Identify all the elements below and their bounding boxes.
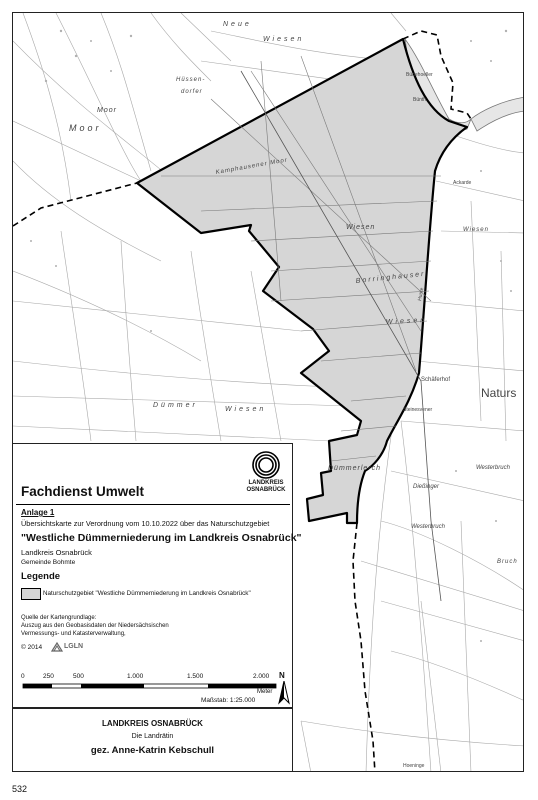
scale-tick-250: 250	[43, 673, 54, 680]
north-arrow	[277, 671, 291, 705]
map-label: Wiesen	[263, 36, 305, 43]
map-label: Schäferhof	[421, 377, 451, 383]
map-label: Ackarde	[453, 180, 472, 186]
map-label: Bruch	[497, 559, 518, 565]
map-label: Naturs	[481, 386, 517, 400]
north-arrow-icon	[277, 681, 291, 705]
map-label: Hüssen-	[176, 77, 206, 83]
lgln-text: LGLN	[64, 643, 84, 650]
map-label: Wiesen	[225, 406, 267, 413]
map-label: Westerbruch	[476, 465, 510, 471]
source-line1: Auszug aus den Geobasisdaten der Niedersächsischen	[21, 623, 169, 629]
map-label: Bünth	[413, 97, 427, 103]
map-label: Neue	[223, 21, 252, 28]
map-label: Moor	[69, 123, 102, 133]
overview-text: Übersichtskarte zur Verordnung vom 10.10.2022 über das Naturschutzgebiet	[21, 519, 270, 528]
annex-label: Anlage 1	[21, 508, 55, 517]
scale-bar-graphic	[13, 444, 294, 709]
map-label: Westerbruch	[411, 524, 445, 530]
signature-name: gez. Anne-Katrin Kebschull	[90, 745, 215, 756]
scale-tick-500: 500	[73, 673, 84, 680]
map-label: Hunte	[417, 287, 426, 302]
map-label: Wiesen	[346, 224, 376, 231]
scale-tick-1500: 1.500	[187, 673, 204, 680]
scale-text: Maßstab: 1:25.000	[201, 697, 256, 704]
map-label: Hoeninge	[403, 763, 425, 769]
scale-tick-1000: 1.000	[127, 673, 144, 680]
signature-box	[12, 708, 293, 772]
logo-line1: LANDKREIS	[248, 480, 284, 486]
map-label: Dümmerlerch	[328, 465, 382, 472]
map-label: Wiesen	[463, 227, 489, 233]
north-label: N	[279, 671, 285, 680]
map-label: Wiesen	[385, 316, 428, 326]
municipality-name: Gemeinde Bohmte	[21, 559, 76, 566]
source-line2: Vermessungs- und Katasterverwaltung,	[21, 631, 126, 637]
info-box	[12, 443, 302, 708]
scale-tick-0: 0	[21, 673, 25, 680]
copyright-text: © 2014	[21, 644, 43, 651]
legend-title: Legende	[21, 571, 61, 582]
map-label: Dießinger	[413, 484, 440, 490]
scale-unit: Meter	[257, 689, 273, 695]
map-label: Bünehoeller	[406, 72, 433, 78]
scale-tick-2000: 2.000	[253, 673, 270, 680]
logo-line2: OSNABRÜCK	[246, 487, 286, 493]
map-label: Moor	[97, 107, 117, 114]
page-number: 532	[12, 784, 28, 794]
map-label: dorfer	[181, 89, 203, 95]
map-label: Steinesvener	[403, 407, 433, 413]
map-label: Dümmer	[153, 402, 198, 409]
area-name: "Westliche Dümmerniederung im Landkreis Osnabrück"	[21, 532, 302, 544]
signature-role: Die Landrätin	[131, 733, 174, 740]
legend-item-label: Naturschutzgebiet "Westliche Dümmerniederung im Landkreis Osnabrück"	[43, 590, 251, 597]
map-label: Borringhauser	[355, 270, 426, 285]
district-name: Landkreis Osnabrück	[21, 548, 92, 557]
department-title: Fachdienst Umwelt	[21, 484, 145, 499]
map-label: Kamphausener Moor	[215, 157, 289, 176]
signature-org: LANDKREIS OSNABRÜCK	[102, 719, 203, 728]
source-title: Quelle der Kartengrundlage:	[21, 615, 97, 621]
